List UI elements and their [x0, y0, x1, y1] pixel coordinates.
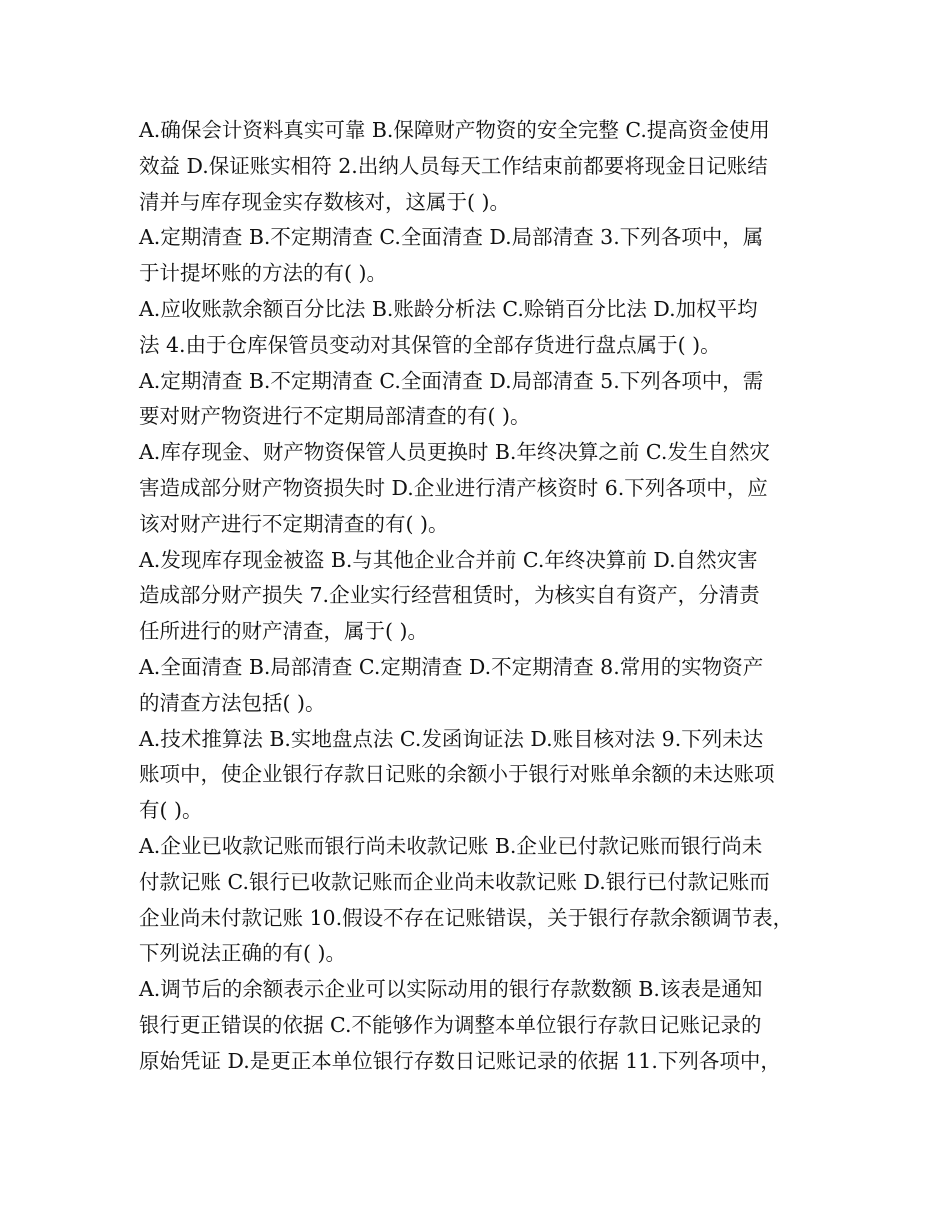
- text-line: 害造成部分财产物资损失时 D.企业进行清产核资时 6.下列各项中，应: [139, 475, 768, 500]
- text-line: 原始凭证 D.是更正本单位银行存数日记账记录的依据 11.下列各项中，: [139, 1048, 781, 1073]
- text-line: 的清查方法包括( )。: [139, 690, 326, 715]
- text-line: 要对财产物资进行不定期局部清查的有( )。: [139, 404, 531, 429]
- text-line: A.库存现金、财产物资保管人员更换时 B.年终决算之前 C.发生自然灾: [139, 440, 770, 465]
- text-line: A.应收账款余额百分比法 B.账龄分析法 C.赊销百分比法 D.加权平均: [139, 296, 758, 321]
- text-line: A.定期清查 B.不定期清查 C.全面清查 D.局部清查 3.下列各项中，属: [139, 225, 764, 250]
- text-line: A.调节后的余额表示企业可以实际动用的银行存款数额 B.该表是通知: [139, 977, 763, 1002]
- text-line: 企业尚未付款记账 10.假设不存在记账错误，关于银行存款余额调节表，: [139, 905, 794, 930]
- text-line: 法 4.由于仓库保管员变动对其保管的全部存货进行盘点属于( )。: [139, 332, 721, 357]
- text-line: 造成部分财产损失 7.企业实行经营租赁时，为核实自有资产，分清责: [139, 583, 760, 608]
- text-line: 账项中，使企业银行存款日记账的余额小于银行对账单余额的未达账项: [139, 762, 775, 787]
- text-line: A.定期清查 B.不定期清查 C.全面清查 D.局部清查 5.下列各项中，需: [139, 368, 764, 393]
- document-text: [139, 113, 819, 1080]
- text-line: A.技术推算法 B.实地盘点法 C.发函询证法 D.账目核对法 9.下列未达: [139, 726, 764, 751]
- text-line: 于计提坏账的方法的有( )。: [139, 261, 388, 286]
- text-line: A.确保会计资料真实可靠 B.保障财产物资的安全完整 C.提高资金使用: [139, 118, 770, 142]
- text-line: 银行更正错误的依据 C.不能够作为调整本单位银行存款日记账记录的: [139, 1012, 762, 1037]
- text-line: 付款记账 C.银行已收款记账而企业尚未收款记账 D.银行已付款记账而: [139, 869, 770, 894]
- text-line: 有( )。: [139, 798, 203, 823]
- text-line: 清并与库存现金实存数核对，这属于( )。: [139, 189, 511, 214]
- text-line: 效益 D.保证账实相符 2.出纳人员每天工作结束前都要将现金日记账结: [139, 153, 768, 178]
- text-line: A.全面清查 B.局部清查 C.定期清查 D.不定期清查 8.常用的实物资产: [139, 654, 764, 679]
- text-line: 任所进行的财产清查，属于( )。: [139, 619, 429, 644]
- text-line: A.企业已收款记账而银行尚未收款记账 B.企业已付款记账而银行尚未: [139, 833, 763, 858]
- text-line: 该对财产进行不定期清查的有( )。: [139, 511, 449, 536]
- text-line: A.发现库存现金被盗 B.与其他企业合并前 C.年终决算前 D.自然灾害: [139, 547, 758, 572]
- text-line: 下列说法正确的有( )。: [139, 941, 347, 966]
